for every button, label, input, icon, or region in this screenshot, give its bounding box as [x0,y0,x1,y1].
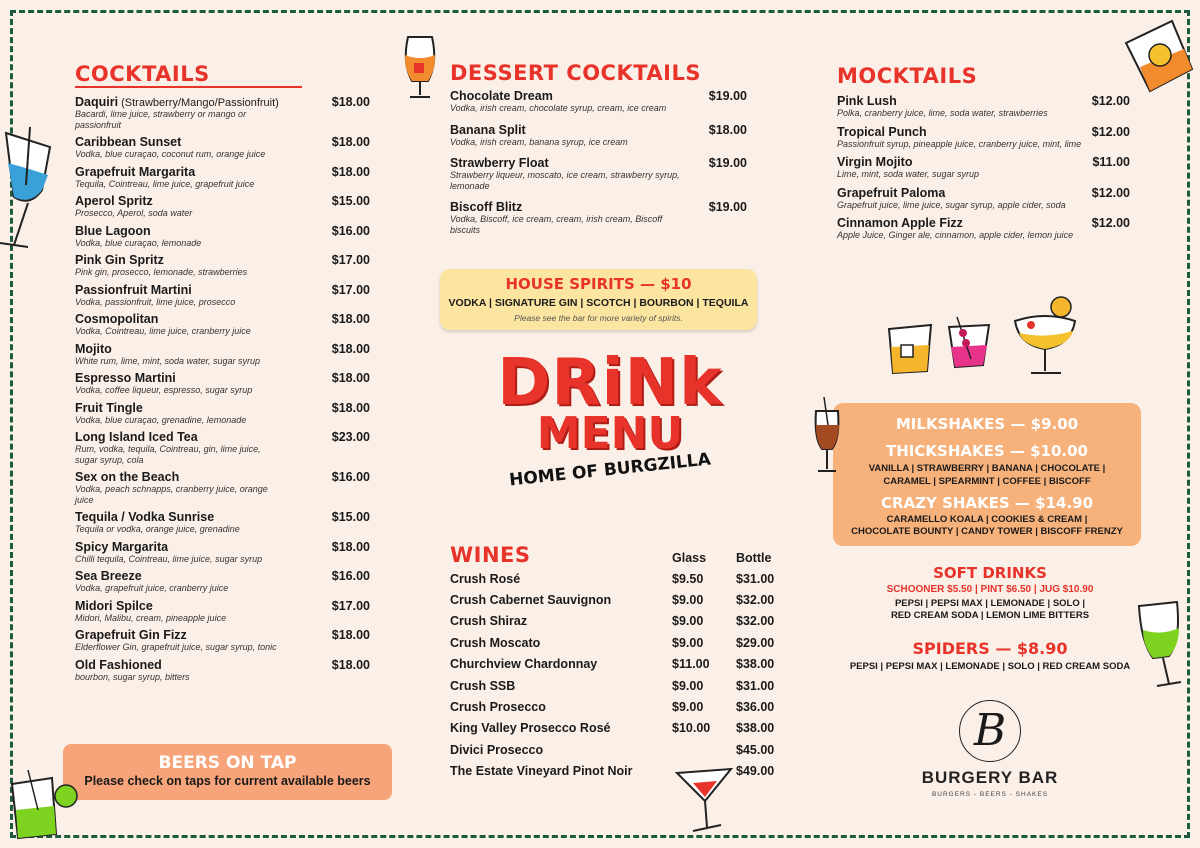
beers-title: BEERS ON TAP [158,753,297,773]
cocktail-item [75,95,370,130]
cocktail-price: $17.00 [331,253,370,267]
dessert-price: $18.00 [708,122,747,137]
cocktail-item [75,599,370,624]
cocktails-title: COCKTAILS [75,62,302,88]
dessert-item [450,123,750,148]
cocktail-name: Grapefruit Gin Fizz [75,628,187,642]
iced-tea-glass-illustration [810,395,844,480]
thickshakes-list-2: CARAMEL | SPEARMINT | COFFEE | BISCOFF [883,476,1091,487]
cocktail-item [75,312,370,337]
mocktail-description: Lime, mint, soda water, sugar syrup [837,169,980,179]
cocktail-item [75,430,370,465]
glass-header: Glass [672,551,707,565]
green-cocktail-glass-illustration [1135,600,1195,695]
wine-glass-price: $9.00 [672,635,704,650]
cocktail-item [75,628,370,653]
cocktail-description: Vodka, peach schnapps, cranberry juice, orange juice [75,484,268,505]
spiders-title: SPIDERS — $8.90 [912,639,1068,658]
cocktail-description: Vodka, Cointreau, lime juice, cranberry juice [75,326,251,336]
house-spirits-title: HOUSE SPIRITS — $10 [505,275,692,293]
cocktail-name: Old Fashioned [75,657,162,672]
cocktail-price: $23.00 [331,430,370,444]
cocktail-item [75,569,370,594]
wine-bottle-price: $32.00 [736,614,775,629]
mocktail-item [837,186,1130,211]
dessert-name: Banana Split [450,122,526,137]
cocktail-item [75,253,370,278]
wine-name: The Estate Vineyard Pinot Noir [450,764,633,779]
wine-row [450,654,796,675]
mocktail-item [837,125,1130,150]
soft-drinks-section [836,564,1144,622]
cocktail-price: $18.00 [331,164,370,179]
cocktail-item [75,165,370,190]
cocktail-item [75,371,370,396]
wine-glass-price: $9.00 [672,614,704,629]
dessert-description: Vodka, irish cream, banana syrup, ice cream [450,136,628,147]
three-cocktails-illustration [885,295,1085,380]
wine-bottle-price: $32.00 [736,593,775,608]
orange-slice-glass-illustration [1120,15,1198,93]
wine-row [450,696,796,717]
mocktail-name: Virgin Mojito [837,155,913,169]
dessert-description: Vodka, Biscoff, ice cream, cream, irish cream, Biscoff biscuits [450,214,663,235]
cocktail-name: Sex on the Beach [75,470,180,484]
cocktail-description: Tequila or vodka, orange juice, grenadine [75,524,240,534]
beers-text: Please check on taps for current available beers [84,774,371,788]
wine-name: Crush Prosecco [450,700,546,715]
wine-glass-price: $9.00 [672,593,704,608]
wine-glass-price: $11.00 [672,657,710,672]
thickshakes-title: THICKSHAKES — $10.00 [886,442,1088,460]
wines-section [450,543,796,782]
dessert-name: Strawberry Float [450,156,549,170]
dessert-price: $19.00 [708,89,747,103]
cocktail-item [75,540,370,565]
cocktail-item [75,658,370,683]
mocktail-name: Pink Lush [837,94,897,108]
mocktail-item [837,155,1130,180]
cocktail-description: Vodka, coffee liqueur, espresso, sugar syrup [75,385,253,395]
drink-menu-logo [470,346,750,491]
dessert-price: $19.00 [708,156,747,170]
cocktail-price: $18.00 [331,657,370,672]
cocktail-name: Long Island Iced Tea [75,430,198,444]
cocktail-name: Passionfruit Martini [75,282,192,297]
mocktail-price: $12.00 [1091,124,1130,139]
cocktail-price: $18.00 [331,95,370,109]
cocktail-price: $17.00 [331,598,370,613]
mocktail-description: Polka, cranberry juice, lime, soda water, strawberries [837,108,1048,118]
wine-bottle-price: $31.00 [736,678,775,693]
cocktail-name: Pink Gin Spritz [75,253,164,267]
wines-title: WINES [450,543,531,567]
cocktail-name: Caribbean Sunset [75,135,182,149]
crazy-shakes-title: CRAZY SHAKES — $14.90 [880,494,1094,512]
brand-monogram: B [959,700,1021,762]
cocktail-name: Spicy Margarita [75,539,169,554]
dessert-item [450,89,750,114]
cocktail-name: Cosmopolitan [75,312,159,326]
beers-on-tap-box [63,744,392,800]
soft-drinks-list-1: PEPSI | PEPSI MAX | LEMONADE | SOLO | [894,598,1086,609]
wine-row [450,761,796,782]
cocktail-name: Tequila / Vodka Sunrise [75,510,215,524]
cocktail-description: Chilli tequila, Cointreau, lime juice, sugar syrup [75,553,263,564]
cocktail-price: $16.00 [331,569,370,583]
wine-bottle-price: $31.00 [736,571,775,586]
mocktails-section [837,64,1130,247]
hero-tagline: HOME OF BURGZILLA [508,449,712,491]
cocktail-price: $18.00 [331,400,370,415]
wine-bottle-price: $29.00 [736,635,775,650]
cocktail-description: Prosecco, Aperol, soda water [75,208,193,218]
soft-drinks-list-2: RED CREAM SODA | LEMON LIME BITTERS [890,610,1090,621]
mocktails-title: MOCKTAILS [837,64,978,88]
crazy-list-2: CHOCOLATE BOUNTY | CANDY TOWER | BISCOFF FRENZY [851,526,1123,537]
lime-drink-glass-illustration [8,770,80,845]
cocktail-price: $18.00 [331,312,370,326]
cocktail-price: $18.00 [331,341,370,356]
cocktail-name: Grapefruit Margarita [75,164,196,179]
cocktail-description: bourbon, sugar syrup, bitters [75,671,190,682]
cocktail-description: Vodka, blue curaçao, coconut rum, orange juice [75,149,266,159]
wine-name: Crush Moscato [450,635,541,650]
mocktail-name: Tropical Punch [837,124,927,139]
cocktail-price: $18.00 [331,135,370,149]
cocktail-price: $16.00 [331,470,370,484]
dessert-item [450,200,750,235]
mocktail-price: $12.00 [1091,185,1130,200]
martini-glass-illustration [675,765,735,840]
house-spirits-note: Please see the bar for more variety of spirits. [514,313,683,323]
soft-drinks-prices: SCHOONER $5.50 | PINT $6.50 | JUG $10.90 [886,584,1094,595]
cocktail-description: Tequila, Cointreau, lime juice, grapefruit juice [75,178,255,189]
brand-name: BURGERY BAR [921,768,1059,787]
wine-row [450,739,796,760]
cocktail-item [75,470,370,505]
wine-row [450,568,796,589]
cocktail-price: $16.00 [331,223,370,238]
wine-glass-price: $9.00 [672,700,704,715]
cocktail-price: $17.00 [331,282,370,297]
cocktail-name: Mojito [75,341,112,356]
wine-bottle-price: $38.00 [736,721,775,736]
mocktail-name: Cinnamon Apple Fizz [837,216,963,230]
cocktail-item [75,283,370,308]
dessert-section [450,60,750,244]
mocktail-description: Grapefruit juice, lime juice, sugar syrup, apple cider, soda [837,199,1066,210]
cocktails-section [75,62,370,687]
cocktail-description: White rum, lime, mint, soda water, sugar syrup [75,355,261,366]
wine-name: Crush Rosé [450,571,521,586]
wine-name: Crush SSB [450,678,516,693]
wine-row [450,675,796,696]
cocktail-name: Midori Spilce [75,598,153,613]
cocktail-description: Vodka, blue curaçao, grenadine, lemonade [75,414,247,425]
house-spirits-list: VODKA | SIGNATURE GIN | SCOTCH | BOURBON | TEQUILA [448,297,749,309]
mocktail-price: $12.00 [1091,94,1130,108]
dessert-list [450,89,750,235]
cocktail-description: Vodka, passionfruit, lime juice, prosecco [75,296,236,307]
hero-line1: DRiNk [497,346,723,420]
wine-glass-price: $10.00 [672,721,711,736]
milkshakes-title: MILKSHAKES — $9.00 [895,415,1079,433]
cocktail-name: Aperol Spritz [75,194,153,208]
cocktail-name: Sea Breeze [75,569,142,583]
wine-bottle-price: $38.00 [736,657,775,672]
wine-name: Divici Prosecco [450,742,544,757]
wine-row [450,632,796,653]
mocktail-item [837,216,1130,241]
cocktail-item [75,401,370,426]
cocktail-item [75,510,370,535]
dessert-description: Strawberry liqueur, moscato, ice cream, strawberry syrup, lemonade [450,170,680,191]
spiders-section [836,639,1144,672]
cocktail-description: Vodka, grapefruit juice, cranberry juice [75,583,229,593]
mocktail-list [837,94,1130,241]
wine-name: Crush Shiraz [450,614,528,629]
burgery-bar-logo [920,700,1060,798]
cocktail-item [75,224,370,249]
cocktail-description: Vodka, blue curaçao, lemonade [75,237,202,248]
hero-line2: MENU [536,408,684,459]
wine-name: Churchview Chardonnay [450,657,598,672]
cocktail-price: $18.00 [331,539,370,554]
wine-bottle-price: $49.00 [736,764,775,779]
mocktail-item [837,94,1130,119]
cocktail-item [75,342,370,367]
wine-list [450,568,796,782]
cocktail-description: Bacardi, lime juice, strawberry or mango or passionfruit [75,109,247,130]
blue-cocktail-glass-illustration [0,125,60,250]
cocktail-name: Fruit Tingle [75,400,143,415]
dessert-item [450,156,750,191]
mocktail-price: $11.00 [1092,155,1130,169]
cocktail-price: $18.00 [331,371,370,385]
cocktail-name: Daquiri (Strawberry/Mango/Passionfruit) [75,95,279,109]
cocktail-description: Elderflower Gin, grapefruit juice, sugar syrup, tonic [75,642,277,652]
cocktail-price: $15.00 [331,510,370,524]
cocktail-list [75,95,370,682]
cocktail-item [75,194,370,219]
dessert-title: DESSERT COCKTAILS [450,61,702,85]
wine-glass-price: $9.00 [672,678,704,693]
wine-bottle-price: $36.00 [736,700,775,715]
wine-row [450,718,796,739]
shakes-box [833,403,1141,546]
wine-name: Crush Cabernet Sauvignon [450,593,612,608]
dessert-description: Vodka, irish cream, chocolate syrup, cream, ice cream [450,103,667,113]
orange-drink-glass-illustration [400,33,440,103]
soft-drinks-title: SOFT DRINKS [933,564,1047,582]
wine-name: King Valley Prosecco Rosé [450,721,611,736]
mocktail-price: $12.00 [1091,216,1130,230]
cocktail-description: Rum, vodka, tequila, Cointreau, gin, lime juice, sugar syrup, cola [75,444,261,465]
brand-tagline: BURGERS - BEERS - SHAKES [931,791,1049,798]
thickshakes-list-1: VANILLA | STRAWBERRY | BANANA | CHOCOLATE | [868,463,1106,474]
spiders-list: PEPSI | PEPSI MAX | LEMONADE | SOLO | RED CREAM SODA [849,661,1131,672]
crazy-list-1: CARAMELLO KOALA | COOKIES & CREAM | [886,514,1088,525]
wine-row [450,589,796,610]
dessert-name: Biscoff Blitz [450,200,523,214]
wine-row [450,611,796,632]
cocktail-item [75,135,370,160]
cocktail-name: Espresso Martini [75,371,176,385]
house-spirits-box [440,269,757,330]
cocktail-description: Midori, Malibu, cream, pineapple juice [75,612,227,623]
cocktail-price: $18.00 [331,628,370,642]
cocktail-name: Blue Lagoon [75,223,151,238]
dessert-name: Chocolate Dream [450,89,553,103]
bottle-header: Bottle [736,551,772,565]
wine-bottle-price: $45.00 [736,742,775,757]
dessert-price: $19.00 [708,200,747,214]
cocktail-description: Pink gin, prosecco, lemonade, strawberries [75,267,248,277]
mocktail-name: Grapefruit Paloma [837,185,946,200]
mocktail-description: Passionfruit syrup, pineapple juice, cranberry juice, mint, lime [837,138,1082,149]
mocktail-description: Apple Juice, Ginger ale, cinnamon, apple cider, lemon juice [837,230,1074,240]
cocktail-price: $15.00 [331,194,370,208]
wine-glass-price: $9.50 [672,571,704,586]
